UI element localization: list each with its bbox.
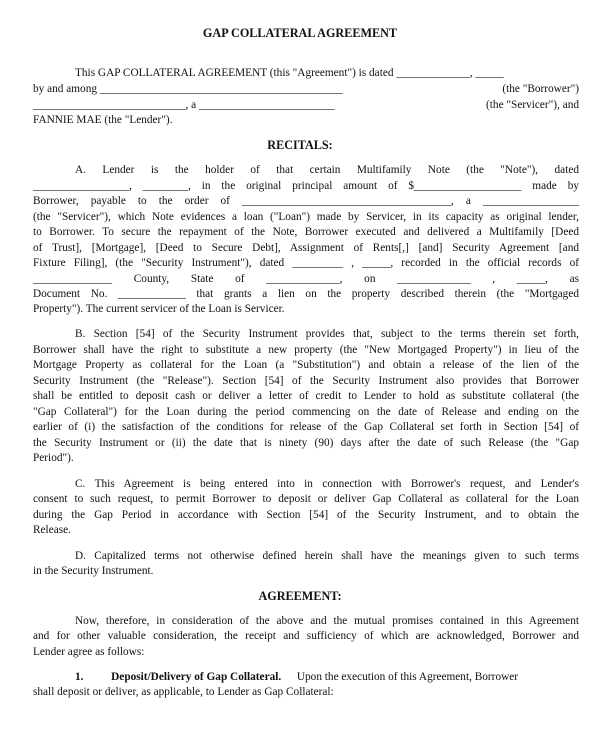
recital-a-line: to Borrower. To secure the repayment of the Note, Borrower executed and delivered a Multifamily [Deed [33,226,579,238]
section-1-heading: Deposit/Delivery of Gap Collateral. [111,671,282,683]
recital-b-line: the Security Instrument or (ii) the date that is ninety (90) days after the date of such Release (the "Gap [33,437,579,449]
recital-b-line: shall be entitled to deposit cash or deliver a letter of credit to Lender to hold as substitute collateral (the [33,390,579,402]
recital-b-line: Mortgage Property as collateral for the Loan (a "Substitution") and obtain a release of the lien of the [33,359,579,371]
recital-c-line: C. This Agreement is being entered into in connection with Borrower's request, and Lender's [75,478,579,490]
recital-c-line: consent to such request, to permit Borrower to deposit or deliver Gap Collateral as collateral for the Loan [33,493,579,505]
recital-b-line: "Gap Collateral") for the Loan during the period commencing on the date of Release and ending on the [33,406,579,418]
recital-d-line: in the Security Instrument. [33,565,154,577]
recital-a-line: Property"). The current servicer of the Loan is Servicer. [33,303,285,315]
recitals-heading: RECITALS: [267,138,333,152]
recital-b-line: Borrower shall have the right to substitute a new property (the "New Mortgaged Property") in lieu of the [33,344,579,356]
intro-line-3-blank: ___________________________, a ________________________ [33,99,335,111]
intro-servicer-label: (the "Servicer"), and [486,99,579,111]
recital-a-line: (the "Servicer"), which Note evidences a loan ("Loan") made by Servicer, in its capacity as original lender, [33,211,579,223]
agreement-heading: AGREEMENT: [258,589,342,603]
recital-d-line: D. Capitalized terms not otherwise defined herein shall have the meanings given to such terms [75,550,579,562]
agreement-line: Now, therefore, in consideration of the above and the mutual promises contained in this Agreement [75,615,579,627]
recital-a-line: Borrower, payable to the order of _____________________________________, a _________________ [33,195,579,207]
agreement-line: and for other valuable consideration, the receipt and sufficiency of which are acknowledged, Borrower and [33,630,579,642]
recital-b-line: Security Instrument (the "Release"). Section [54] of the Security Instrument also provides that Borrower [33,375,579,387]
document-title: GAP COLLATERAL AGREEMENT [202,26,398,40]
section-1-text: Upon the execution of this Agreement, Borrower [296,671,519,683]
recital-b-line: B. Section [54] of the Security Instrument provides that, subject to the terms therein set forth, [75,328,579,340]
recital-c-line: during the Gap Period in accordance with Section [54] of the Security Instrument, and to obtain the [33,509,579,521]
recital-c-line: Release. [33,524,71,536]
section-1-line [75,670,579,686]
intro-line-2-parties: by and among ___________________________________________ [33,83,343,95]
intro-line-2 [33,82,579,98]
recital-a-line: _________________, ________, in the original principal amount of $___________________ made by [33,180,579,192]
recital-a-line: Fixture Filing], (the "Security Instrument"), dated _________ , _____, recorded in the official records of [33,257,579,269]
section-1-line-2: shall deposit or deliver, as applicable, to Lender as Gap Collateral: [33,686,334,698]
recital-a-line: Document No. ____________ that grants a lien on the property described therein (the "Mortgaged [33,288,579,300]
intro-line-3 [33,98,579,114]
recital-b-line: Period"). [33,452,74,464]
recital-a-line: of Trust], [Mortgage], [Deed to Secure Debt], Assignment of Rents[,] [and] Security Agreement [and [33,242,579,254]
intro-line-4: FANNIE MAE (the "Lender"). [33,114,173,126]
agreement-line: Lender agree as follows: [33,646,145,658]
intro-borrower-label: (the "Borrower") [502,83,579,95]
recital-a-line: ______________ County, State of _____________, on _____________ , _____, as [33,273,579,285]
section-1-number: 1. [75,671,84,683]
recital-b-line: earlier of (i) the satisfaction of the conditions for release of the Gap Collateral set forth in Section [54] of [33,421,579,433]
intro-line-1: This GAP COLLATERAL AGREEMENT (this "Agreement") is dated _____________, _____ [75,67,504,79]
recital-a-line: A. Lender is the holder of that certain Multifamily Note (the "Note"), dated [75,164,579,176]
